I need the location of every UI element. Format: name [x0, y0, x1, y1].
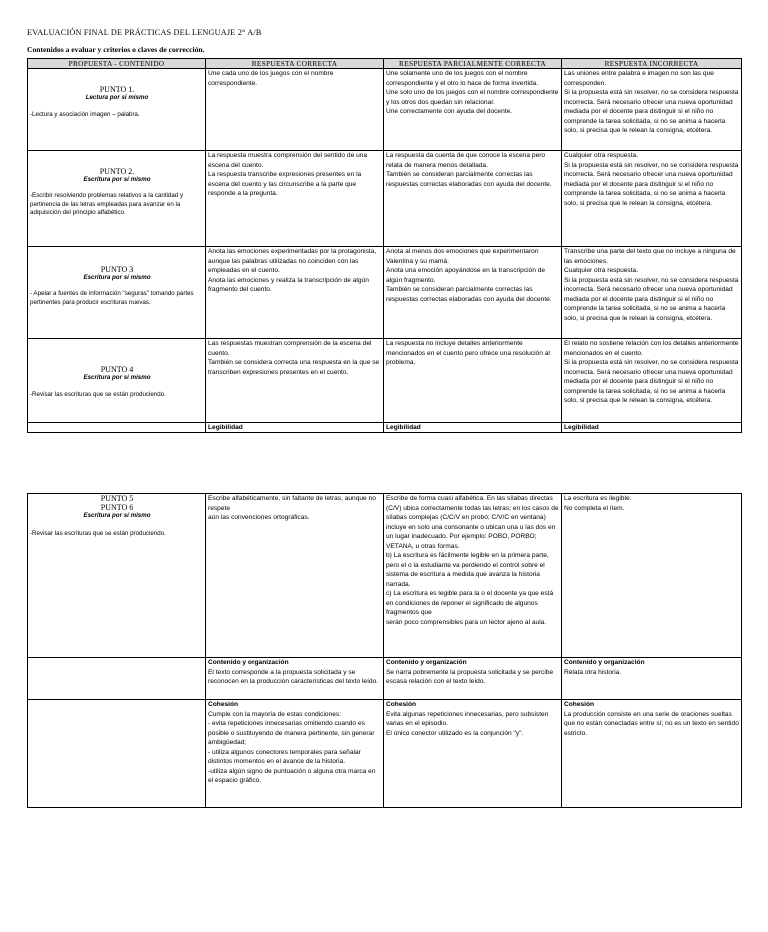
cell-text: Las uniones entre palabra e imagen no son las que corresponden. [564, 70, 714, 87]
parcial-cell [384, 247, 562, 339]
punto-title: PUNTO 3 [100, 265, 134, 274]
criteria-table-2 [27, 493, 742, 808]
punto-subtitle: Escritura por sí mismo [83, 274, 151, 281]
cohesion-label: Cohesión [208, 701, 239, 708]
cell-text: serán poco comprensibles para un lector ajeno al aula. [386, 618, 547, 626]
correcta-cell [206, 151, 384, 247]
cell-text: Une correctamente con ayuda del docente. [386, 108, 513, 115]
punto-title: PUNTO 5 [100, 494, 134, 503]
correcta-cell [206, 247, 384, 339]
empty-cell [28, 423, 206, 433]
cell-text: Se narra pobremente la propuesta solicitada y se percibe escasa relación con el texto leído. [386, 668, 554, 685]
cell-text: Si la propuesta está sin resolver, no se considera respuesta incorrecta. Será necesario ofrecer una nueva oportunidad mediada por el docente para distinguir si el niño no comprende la tarea solicitada, si no se anima a hacerla solo, si precisa que le relean la consigna, etcétera. [564, 359, 739, 404]
header-correcta: RESPUESTA CORRECTA [206, 59, 384, 69]
cell-text: Anota las emociones y realiza la transcripción de algún fragmento del cuento. [208, 276, 369, 293]
cell-text: La respuesta da cuenta de que conoce la escena pero relata de manera menos detallada. [386, 152, 546, 169]
cell-text: No completa el ítem. [564, 504, 625, 512]
empty-cell [28, 658, 206, 700]
cell-text: La escritura es ilegible. [564, 495, 632, 502]
cohesion-label: Cohesión [564, 701, 595, 708]
cell-text: El texto corresponde a la propuesta solicitada y se reconocen en la producción características del texto leído. [208, 668, 379, 685]
incorrecta-cell [562, 151, 742, 247]
cell-text: Cualquier otra respuesta. [564, 267, 639, 274]
punto-description: -Escribir resolviendo problemas relativos a la cantidad y pertinencia de las letras empleadas para avanzar en la adquisición del principio alfabético. [30, 192, 184, 216]
punto-subtitle: Escritura por sí mismo [83, 374, 151, 381]
punto-title: PUNTO 1. [99, 85, 135, 94]
punto-description: - Apelar a fuentes de información "seguras" tomando partes pertinentes para producir escrituras nuevas. [30, 290, 194, 306]
cell-text: - utiliza algunos conectores temporales para señalar distintos momentos en el avance de la historia. [208, 748, 361, 765]
cell-text: Las respuestas muestran comprensión de la escena del cuento. [208, 340, 372, 357]
propuesta-cell [28, 151, 206, 247]
cell-text: La respuesta muestra comprensión del sentido de una escena del cuento. [208, 152, 368, 169]
table-row [28, 494, 742, 658]
cell-text: Anota las emociones experimentadas por la protagonista, aunque las palabras utilizadas no coinciden con las empleadas en el cuento. [208, 248, 377, 274]
incorrecta-cell [562, 69, 742, 151]
parcial-cell [384, 151, 562, 247]
propuesta-cell [28, 339, 206, 423]
cell-text: Si la propuesta está sin resolver, no se considera respuesta incorrecta. Será necesario ofrecer una nueva oportunidad mediada por el docente para distinguir si el niño no comprende la tarea solicitada, si no se anima a hacerla solo, si precisa que le relean la consigna, etcétera. [564, 161, 739, 207]
document-title: EVALUACIÓN FINAL DE PRÁCTICAS DEL LENGUAJE 2° A/B [27, 28, 262, 37]
cell-text: Cualquier otra respuesta. [564, 152, 639, 159]
punto-description: -Revisar las escrituras que se están produciendo. [30, 391, 166, 398]
cell-text: Si la propuesta está sin resolver, no se considera respuesta incorrecta. Será necesario ofrecer una nueva oportunidad mediada por el docente para distinguir si el niño no comprende la tarea solicitada, si no se anima a hacerla solo, si precisa que le relean la consigna, etcétera. [564, 89, 739, 134]
cell-text: También se consideran parcialmente correctas las respuestas correctas elaboradas con ayuda del docente. [386, 171, 552, 188]
legibilidad-row [28, 423, 742, 433]
legibilidad-label: Legibilidad [386, 424, 421, 431]
punto-title: PUNTO 2. [99, 167, 135, 176]
cell-text: Escribe alfabéticamente, sin faltante de letras, aunque no respete [208, 495, 376, 512]
punto-subtitle: Lectura por sí mismo [85, 94, 149, 101]
correcta-cell [206, 339, 384, 423]
table-row [28, 151, 742, 247]
cell-text: Une solamente uno de los juegos con el nombre correspondiente y el otro lo hace de forma invertida. [386, 70, 539, 87]
propuesta-cell [28, 494, 206, 658]
parcial-cell [384, 494, 562, 658]
contenido-label: Contenido y organización [208, 659, 289, 666]
cell-text: Une cada uno de los juegos con el nombre correspondiente. [208, 70, 334, 87]
cell-text: Si la propuesta está sin resolver, no se considera respuesta incorrecta. Será necesario ofrecer una nueva oportunidad mediada por el docente para distinguir si el niño no comprende la tarea solicitada, si no se anima a hacerla solo, si precisa que le relean la consigna, etcétera. [564, 276, 739, 322]
incorrecta-cell [562, 700, 742, 808]
contenido-label: Contenido y organización [564, 659, 645, 666]
incorrecta-cell [562, 339, 742, 423]
parcial-cell [384, 700, 562, 808]
correcta-cell [206, 69, 384, 151]
cell-text: Anota al menos dos emociones que experimentaron Valentina y su mamá. [386, 248, 539, 265]
header-propuesta: PROPUESTA - CONTENIDO [28, 59, 206, 69]
correcta-cell [206, 658, 384, 700]
empty-cell [28, 700, 206, 808]
cell-text: Escribe de forma cuasi alfabética. En las sílabas directas (C/V) ubica correctamente todas las letras; en los casos de sílabas complejas (C/C/V en probó; C/V/C en ventana) incluye en solo una consonante o ubican una u las dos en un lugar inadecuado. Por ejemplo: POBO, PORBO; VETANA, u otras formas. [386, 495, 559, 550]
cell-text: También se consideran parcialmente correctas las respuestas correctas elaboradas con ayuda del docente. [386, 286, 552, 303]
cell-text: La respuesta transcribe expresiones presentes en la escena del cuento y las circunscribe a la parte que responde a la pregunta. [208, 171, 362, 197]
punto-description: -Revisar las escrituras que se están produciendo. [30, 530, 166, 537]
legibilidad-label: Legibilidad [208, 424, 243, 431]
cell-text: Anota una emoción apoyándose en la transcripción de algún fragmento. [386, 267, 546, 284]
cohesion-label: Cohesión [386, 701, 417, 708]
punto-title: PUNTO 4 [100, 365, 134, 374]
table-row [28, 339, 742, 423]
cell-text: b) La escritura es fácilmente legible en la primera parte, pero el o la estudiante va perdiendo el control sobre el sistema de escritura a medida que avanza la historia narrada. [386, 552, 549, 588]
legibilidad-cell [384, 423, 562, 433]
legibilidad-cell [206, 423, 384, 433]
cell-text: aún las convenciones ortográficas. [208, 514, 310, 521]
cell-text: También se considera correcta una respuesta en la que se transcriben expresiones presentes en el cuento. [208, 359, 380, 376]
cell-text: Une solo uno de los juegos con el nombre correspondiente y los otros dos quedan sin relacionar. [386, 89, 559, 106]
punto-title: PUNTO 6 [100, 503, 134, 512]
cell-text: El único conector utilizado es la conjunción "y". [386, 729, 524, 737]
cell-text: El relato no sostiene relación con los detalles anteriormente mencionados en el cuento. [564, 340, 739, 357]
header-row [28, 59, 742, 69]
cell-text: Relata otra historia. [564, 668, 622, 676]
table-row [28, 700, 742, 808]
legibilidad-cell [562, 423, 742, 433]
table-row [28, 247, 742, 339]
cell-text: -utiliza algún signo de puntuación o alguna otra marca en el espacio gráfico. [208, 767, 376, 784]
cell-text: Evita algunas repeticiones innecesarias, pero subsisten varias en el episodio. [386, 710, 549, 727]
punto-subtitle: Escritura por sí mismo [83, 512, 151, 519]
criteria-table-1 [27, 58, 742, 433]
cell-text: c) La escritura es legible para la o el docente ya que está en condiciones de reponer el significado de algunos fragmentos que [386, 590, 554, 616]
table-row [28, 658, 742, 700]
cell-text: Transcribe una parte del texto que no incluye a ninguna de las emociones. [564, 248, 736, 265]
header-parcial: RESPUESTA PARCIALMENTE CORRECTA [384, 59, 562, 69]
contenido-label: Contenido y organización [386, 659, 467, 666]
parcial-cell [384, 658, 562, 700]
cell-text: La producción consiste en una serie de oraciones sueltas que no están conectadas entre sí; no es un texto en sentido estricto. [564, 710, 739, 737]
incorrecta-cell [562, 247, 742, 339]
correcta-cell [206, 494, 384, 658]
propuesta-cell [28, 247, 206, 339]
parcial-cell [384, 69, 562, 151]
header-incorrecta: RESPUESTA INCORRECTA [562, 59, 742, 69]
table-row [28, 69, 742, 151]
document-subtitle: Contenidos a evaluar y criterios o claves de corrección. [27, 45, 205, 54]
incorrecta-cell [562, 494, 742, 658]
incorrecta-cell [562, 658, 742, 700]
propuesta-cell [28, 69, 206, 151]
legibilidad-label: Legibilidad [564, 424, 599, 431]
correcta-cell [206, 700, 384, 808]
punto-description: -Lectura y asociación imagen – palabra. [30, 111, 140, 118]
cell-text: Cumple con la mayoría de estas condiciones: [208, 710, 342, 718]
punto-subtitle: Escritura por sí mismo [83, 176, 151, 183]
cell-text: La respuesta no incluye detalles anteriormente mencionados en el cuento pero ofrece una resolución al problema. [386, 340, 550, 366]
parcial-cell [384, 339, 562, 423]
cell-text: - evita repeticiones innecesarias omitiendo cuando es posible o sustituyendo de manera pertinente, sin generar ambigüedad; [208, 720, 375, 746]
